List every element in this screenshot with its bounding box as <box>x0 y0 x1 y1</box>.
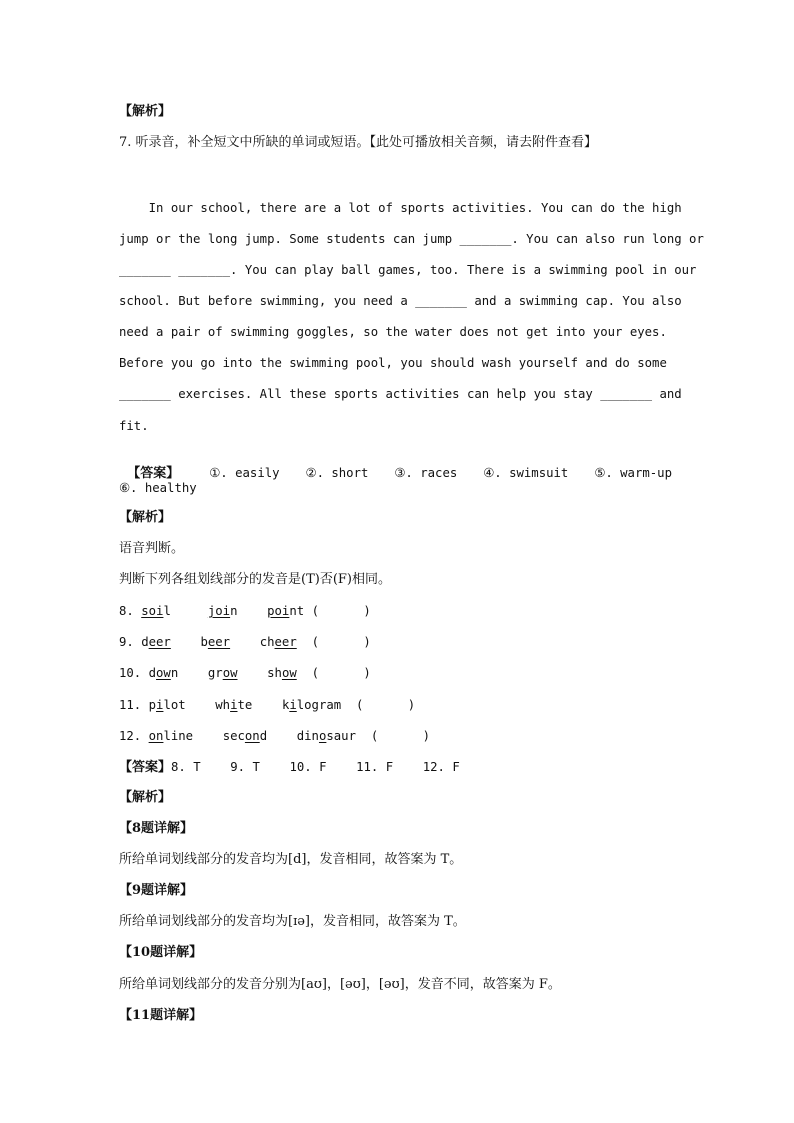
analysis-label-q7: 【解析】 <box>119 510 172 525</box>
q7-passage-line-5: need a pair of swimming goggles, so the water does not get into your eyes. <box>119 325 667 339</box>
detail-label-9: 【9题详解】 <box>119 883 194 898</box>
q7-passage-line-7: _______ exercises. All these sports activities can help you stay _______ and <box>119 387 682 401</box>
section-instruction: 判断下列各组划线部分的发音是(T)否(F)相同。 <box>119 572 391 587</box>
question-row: 11. pilot white kilogram ( ) <box>119 698 416 712</box>
detail-text-10: 所给单词划线部分的发音分别为[aʊ]，[əʊ]，[əʊ]，发音不同，故答案为 F。 <box>119 977 561 992</box>
q7-answer-5: ⑤. warm-up <box>594 466 672 480</box>
question-row: 8. soil join point ( ) <box>119 604 371 618</box>
q7-passage-line-3: _______ _______. You can play ball games, too. There is a swimming pool in our <box>119 263 697 277</box>
detail-label-10: 【10题详解】 <box>119 945 203 960</box>
detail-text-8: 所给单词划线部分的发音均为[d]，发音相同，故答案为 T。 <box>119 852 463 867</box>
q7-passage-line-2: jump or the long jump. Some students can jump _______. You can also run long or <box>119 232 704 246</box>
q7-analysis-text: 语音判断。 <box>119 541 185 556</box>
detail-text-9: 所给单词划线部分的发音均为[ɪə]，发音相同，故答案为 T。 <box>119 914 466 929</box>
question-row: 9. deer beer cheer ( ) <box>119 635 371 649</box>
detail-label-8: 【8题详解】 <box>119 821 194 836</box>
answer-label: 【答案】 <box>127 466 180 481</box>
q7-answer-1: ①. easily <box>209 466 280 480</box>
q7-title: 7. 听录音，补全短文中所缺的单词或短语。【此处可播放相关音频，请去附件查看】 <box>119 135 598 150</box>
q7-passage-line-8: fit. <box>119 419 149 433</box>
q7-answer-3: ③. races <box>394 466 458 480</box>
analysis-label-q6: 【解析】 <box>119 104 172 119</box>
q7-passage-line-6: Before you go into the swimming pool, you should wash yourself and do some <box>119 356 667 370</box>
analysis-label-8-12: 【解析】 <box>119 790 172 805</box>
q7-answer-row <box>119 446 672 483</box>
answers-8-12-row: 【答案】8. T 9. T 10. F 11. F 12. F <box>119 760 460 775</box>
q7-answer-2: ②. short <box>305 466 369 480</box>
question-row: 10. down grow show ( ) <box>119 666 371 680</box>
question-row: 12. online second dinosaur ( ) <box>119 729 431 743</box>
q7-answer-4: ④. swimsuit <box>483 466 569 480</box>
q7-passage-line-1: In our school, there are a lot of sports activities. You can do the high <box>119 201 682 215</box>
answers-8-12: 8. T 9. T 10. F 11. F 12. F <box>171 760 460 774</box>
detail-label-11: 【11题详解】 <box>119 1008 203 1023</box>
q7-passage-line-4: school. But before swimming, you need a _______ and a swimming cap. You also <box>119 294 682 308</box>
q7-answer-6: ⑥. healthy <box>119 481 197 495</box>
